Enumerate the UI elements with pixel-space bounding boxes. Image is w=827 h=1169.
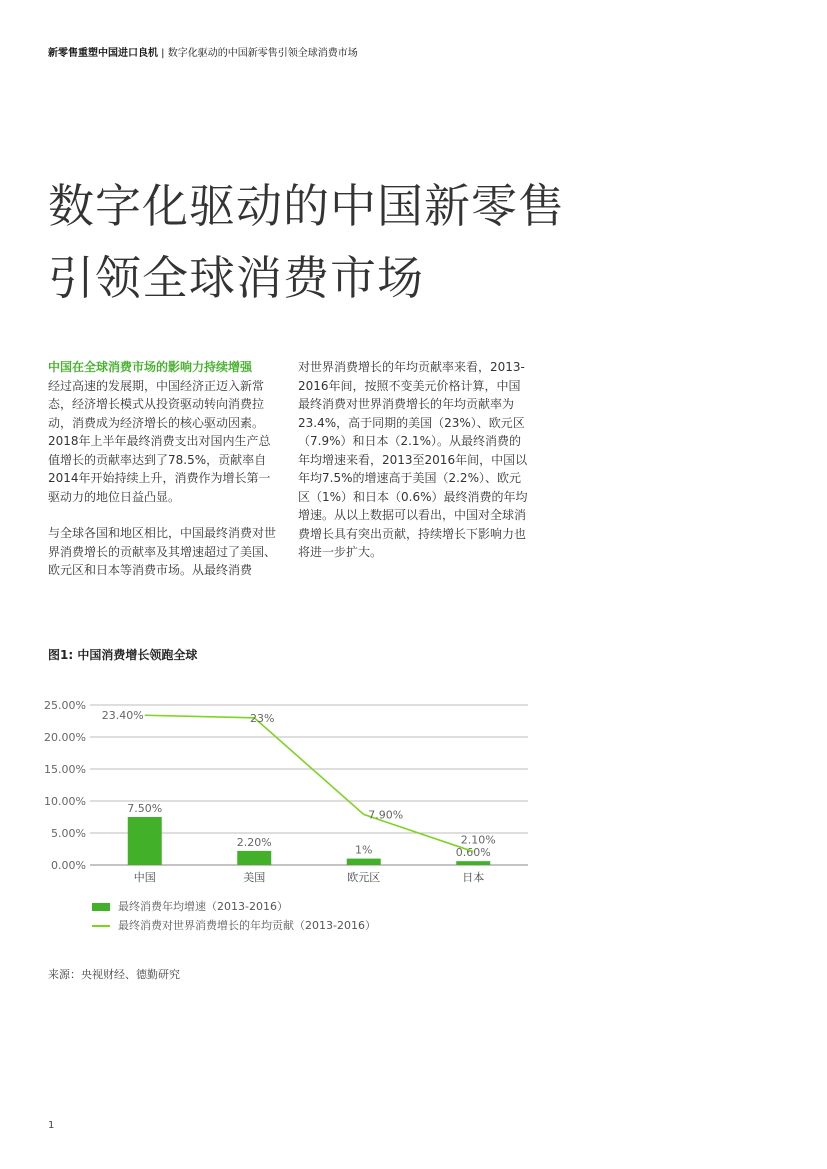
report-name: 新零售重塑中国进口良机 (48, 48, 158, 59)
legend-item-line (92, 916, 376, 935)
bar-data-label: 7.50% (127, 802, 163, 815)
legend-label-bar: 最终消费年均增速（2013-2016） (118, 900, 288, 913)
title-line-2: 引领全球消费市场 (48, 251, 424, 305)
x-tick-label: 日本 (462, 871, 485, 884)
y-tick-label: 0.00% (51, 859, 86, 872)
page-title (48, 170, 565, 314)
legend-label-line: 最终消费对世界消费增长的年均贡献（2013-2016） (118, 919, 376, 932)
x-tick-label: 美国 (243, 871, 266, 884)
bar (128, 817, 162, 865)
consumption-chart (40, 690, 540, 890)
bar (347, 859, 381, 865)
line-data-label: 2.10% (460, 833, 496, 847)
title-line-1: 数字化驱动的中国新零售 (48, 179, 565, 233)
bar-data-label: 1% (355, 843, 373, 857)
bar (237, 851, 271, 865)
line-data-label: 23.40% (101, 709, 144, 723)
y-tick-label: 20.00% (44, 731, 86, 744)
figure-source: 来源：央视财经、德勤研究 (48, 968, 180, 981)
header-separator: | (158, 48, 168, 59)
paragraph-1-text: 经过高速的发展期，中国经济正迈入新常态，经济增长模式从投资驱动转向消费拉动，消费成为经济增长的核心驱动因素。2018年上半年最终消费支出对国内生产总值增长的贡献率达到了78.5%，贡献率自2014年开始持续上升，消费作为增长第一驱动力的地位日益凸显。 (48, 378, 271, 504)
y-tick-label: 15.00% (44, 763, 86, 776)
bar-data-label: 0.60% (455, 846, 491, 860)
paragraph-1 (48, 358, 280, 506)
figure-title: 图1: 中国消费增长领跑全球 (48, 648, 198, 662)
paragraph-2-continued: 对世界消费增长的年均贡献率来看，2013-2016年间，按照不变美元价格计算，中国最终消费对世界消费增长的年均贡献率为23.4%，高于同期的美国（23%）、欧元区（7.9%）和日本（2.1%）。从最终消费的年均增速来看，2013至2016年间，中国以年均7.5%的增速高于美国（2.2%）、欧元区（1%）和日本（0.6%）最终消费的年均增速。从以上数据可以看出，中国对全球消费增长具有突出贡献，持续增长下影响力也将进一步扩大。 (298, 360, 528, 559)
y-tick-label: 10.00% (44, 795, 86, 808)
page-number: 1 (48, 1120, 55, 1131)
legend-swatch-line (92, 925, 110, 927)
line-series (145, 715, 474, 851)
running-header (48, 44, 358, 59)
bar-data-label: 2.20% (236, 835, 272, 849)
x-tick-label: 欧元区 (347, 871, 381, 884)
body-column-left (48, 358, 280, 580)
line-data-label: 7.90% (368, 808, 404, 822)
legend-item-bar (92, 897, 376, 916)
paragraph-2: 与全球各国和地区相比，中国最终消费对世界消费增长的贡献率及其增速超过了美国、欧元区和日本等消费市场。从最终消费 (48, 526, 277, 577)
body-column-right (298, 358, 530, 562)
x-tick-label: 中国 (133, 871, 156, 884)
chart-legend (92, 897, 376, 935)
y-tick-label: 5.00% (51, 827, 86, 840)
legend-swatch-bar (92, 903, 110, 911)
lead-heading: 中国在全球消费市场的影响力持续增强 (48, 360, 253, 374)
bar (456, 861, 490, 865)
section-name: 数字化驱动的中国新零售引领全球消费市场 (167, 48, 358, 59)
y-tick-label: 25.00% (44, 699, 86, 712)
line-data-label: 23% (250, 711, 275, 725)
